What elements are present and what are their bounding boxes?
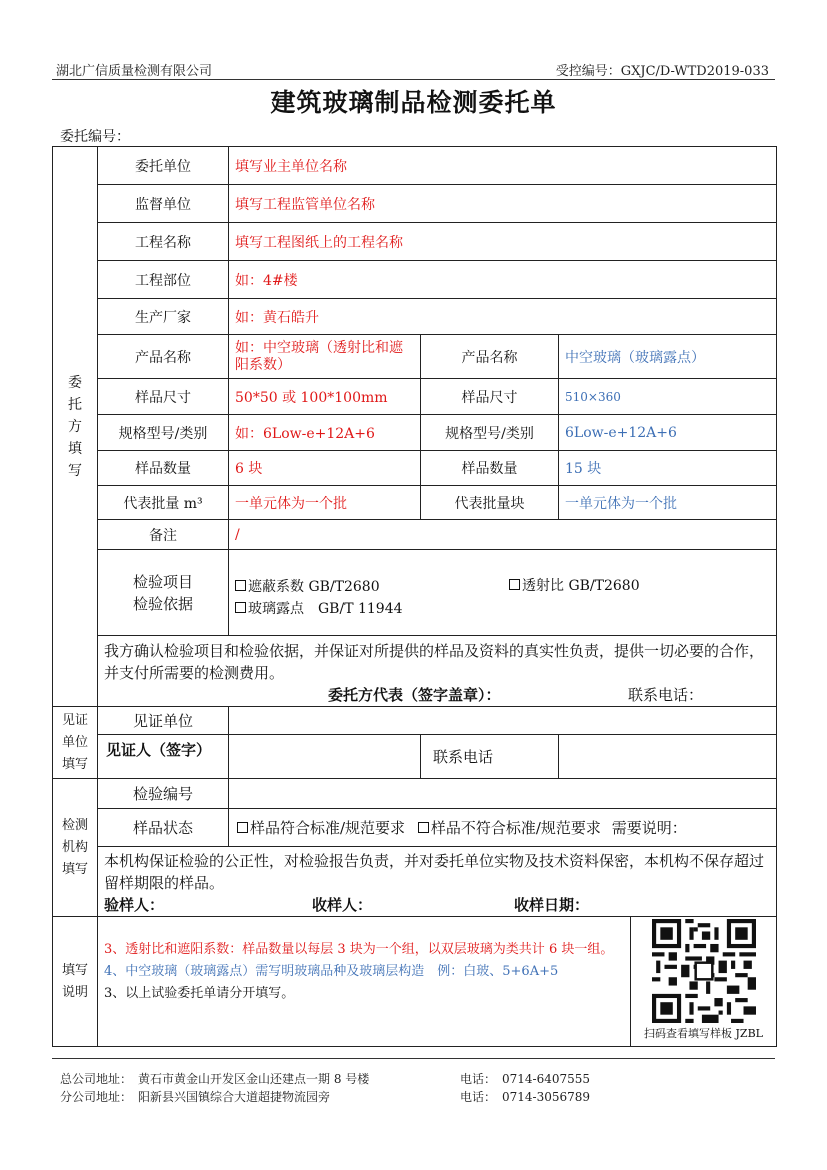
test-basis-label: 检验依据 [132, 594, 193, 613]
product-name-label: 产品名称 [98, 335, 229, 379]
sample-qty-label: 样品数量 [98, 451, 229, 486]
sample-status-options [229, 809, 777, 847]
qr-caption: 扫码查看填写样板 JZBL [644, 1027, 763, 1040]
company-name: 湖北广信质量检测有限公司 [56, 64, 213, 79]
header-divider [52, 79, 775, 80]
option-transmittance-label: 透射比 GB/T2680 [522, 578, 640, 594]
status-note-label: 需要说明： [611, 819, 687, 837]
spec-model-label-2: 规格型号/类别 [421, 415, 559, 451]
batch-field[interactable]: 一单元体为一个批 [229, 486, 421, 520]
guarantee-cell [98, 847, 777, 917]
checkbox-icon[interactable] [418, 822, 429, 833]
row-manufacturer [53, 299, 777, 335]
receive-date-label: 收样日期： [514, 896, 590, 914]
instruction-line-2: 4、中空玻璃（玻璃露点）需写明玻璃品种及玻璃层构造 例：白玻、5+6A+5 [104, 964, 559, 979]
checkbox-icon[interactable] [235, 602, 246, 613]
hq-phone: 电话： 0714-6407555 [460, 1072, 591, 1086]
spec-model-field[interactable]: 如：6Low-e+12A+6 [229, 415, 421, 451]
representative-signature-label: 委托方代表（签字盖章）： [328, 686, 501, 704]
project-part-field[interactable]: 如：4#楼 [229, 261, 777, 299]
qr-cell [631, 917, 777, 1047]
sample-qty-label-2: 样品数量 [421, 451, 559, 486]
row-remark [53, 520, 777, 550]
client-unit-field[interactable]: 填写业主单位名称 [229, 147, 777, 185]
qr-code-icon[interactable] [652, 919, 756, 1023]
sample-size-label-2: 样品尺寸 [421, 379, 559, 415]
test-items-label: 检验项目 [132, 572, 193, 591]
manufacturer-label: 生产厂家 [98, 299, 229, 335]
declaration-text: 我方确认检验项目和检验依据，并保证对所提供的样品及资料的真实性负责，提供一切必要的合作，并支付所需要的检测费用。 [104, 642, 765, 682]
row-project-part [53, 261, 777, 299]
sample-size-field[interactable]: 50*50 或 100*100mm [229, 379, 421, 415]
row-project-name [53, 223, 777, 261]
row-guarantee [53, 847, 777, 917]
entrust-form-table [52, 146, 777, 1047]
branch-address: 分公司地址： 阳新县兴国镇综合大道超捷物流园旁 [60, 1090, 331, 1104]
lab-section-label: 检测 机构 填写 [53, 779, 98, 917]
witness-phone-label: 联系电话 [421, 735, 559, 779]
witness-unit-label: 见证单位 [98, 707, 229, 735]
test-items-labels [98, 550, 229, 636]
control-number: 受控编号：GXJC/D-WTD2019-033 [555, 64, 769, 79]
project-part-label: 工程部位 [98, 261, 229, 299]
declaration-cell [98, 636, 777, 707]
status-nonconform-label: 样品不符合标准/规范要求 [430, 819, 601, 837]
option-transmittance[interactable] [509, 575, 640, 597]
checkbox-icon[interactable] [235, 580, 246, 591]
remark-field[interactable]: / [229, 520, 777, 550]
client-unit-label: 委托单位 [98, 147, 229, 185]
row-test-number [53, 779, 777, 809]
sample-qty-field-2[interactable]: 15 块 [559, 451, 777, 486]
option-dew-point[interactable] [235, 601, 403, 617]
hq-address: 总公司地址： 黄石市黄金山开发区金山还建点一期 8 号楼 [60, 1072, 370, 1086]
test-number-field[interactable] [229, 779, 777, 809]
footer-divider [52, 1058, 775, 1059]
spec-model-field-2[interactable]: 6Low-e+12A+6 [559, 415, 777, 451]
product-name-label-2: 产品名称 [421, 335, 559, 379]
row-product-name [53, 335, 777, 379]
batch-field-2[interactable]: 一单元体为一个批 [559, 486, 777, 520]
instruction-line-3: 3、以上试验委托单请分开填写。 [104, 986, 295, 1001]
sample-status-label: 样品状态 [98, 809, 229, 847]
row-instructions [53, 917, 777, 1047]
instructions-section-label: 填写 说明 [53, 917, 98, 1047]
row-batch [53, 486, 777, 520]
witness-person-label: 见证人（签字） [98, 735, 229, 779]
row-sample-size [53, 379, 777, 415]
row-witness-person [53, 735, 777, 779]
project-name-label: 工程名称 [98, 223, 229, 261]
manufacturer-field[interactable]: 如：黄石皓升 [229, 299, 777, 335]
status-nonconform-option[interactable] [418, 819, 601, 837]
option-shading-label: 遮蔽系数 GB/T2680 [248, 579, 380, 595]
option-dew-point-label: 玻璃露点 GB/T 11944 [248, 601, 403, 617]
row-spec-model [53, 415, 777, 451]
inspector-label: 验样人： [104, 896, 165, 914]
product-name-field[interactable]: 如：中空玻璃（透射比和遮阳系数） [229, 335, 421, 379]
batch-label-2: 代表批量块 [421, 486, 559, 520]
row-sample-qty [53, 451, 777, 486]
status-conform-label: 样品符合标准/规范要求 [250, 819, 406, 837]
product-name-field-2[interactable]: 中空玻璃（玻璃露点） [559, 335, 777, 379]
row-witness-unit [53, 707, 777, 735]
option-shading-coefficient[interactable] [235, 579, 380, 595]
sample-qty-field[interactable]: 6 块 [229, 451, 421, 486]
spec-model-label: 规格型号/类别 [98, 415, 229, 451]
row-client-unit [53, 147, 777, 185]
row-declaration [53, 636, 777, 707]
witness-section-label: 见证 单位 填写 [53, 707, 98, 779]
instructions-text [98, 917, 631, 1047]
supervision-unit-label: 监督单位 [98, 185, 229, 223]
page-title: 建筑玻璃制品检测委托单 [270, 88, 557, 117]
instruction-line-1: 3、透射比和遮阳系数：样品数量以每层 3 块为一个组，以双层玻璃为类共计 6 块一组。 [104, 942, 614, 957]
test-number-label: 检验编号 [98, 779, 229, 809]
row-sample-status [53, 809, 777, 847]
client-section-label: 委 托 方 填 写 [53, 147, 98, 707]
witness-unit-field[interactable] [229, 707, 777, 735]
row-test-items [53, 550, 777, 636]
witness-phone-field[interactable] [559, 735, 777, 779]
witness-person-field[interactable] [229, 735, 421, 779]
sample-size-label: 样品尺寸 [98, 379, 229, 415]
guarantee-text: 本机构保证检验的公正性，对检验报告负责，并对委托单位实物及技术资料保密，本机构不保存超过留样期限的样品。 [104, 852, 765, 892]
supervision-unit-field[interactable]: 填写工程监管单位名称 [229, 185, 777, 223]
project-name-field[interactable]: 填写工程图纸上的工程名称 [229, 223, 777, 261]
branch-phone: 电话： 0714-3056789 [460, 1090, 591, 1104]
sample-size-field-2[interactable]: 510×360 [559, 379, 777, 415]
client-contact-label: 联系电话： [628, 686, 704, 704]
remark-label: 备注 [98, 520, 229, 550]
checkbox-icon[interactable] [509, 579, 520, 590]
entrust-number-label: 委托编号： [60, 129, 130, 145]
status-conform-option[interactable] [237, 819, 405, 837]
checkbox-icon[interactable] [237, 822, 248, 833]
batch-label: 代表批量 m³ [98, 486, 229, 520]
row-supervision-unit [53, 185, 777, 223]
receiver-label: 收样人： [312, 896, 373, 914]
test-items-options [229, 550, 777, 636]
